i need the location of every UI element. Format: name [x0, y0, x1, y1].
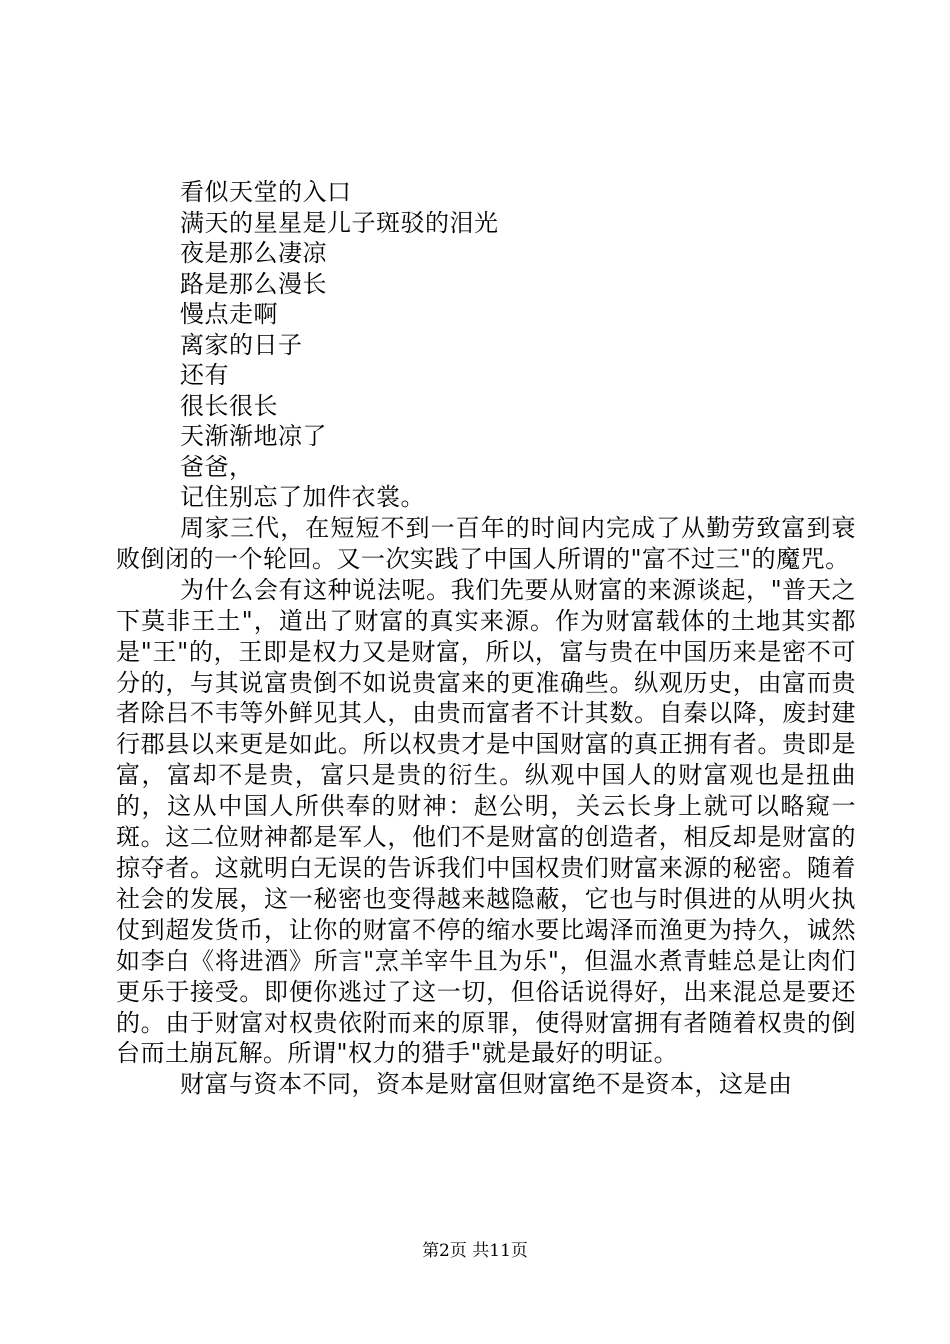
paragraph: 为什么会有这种说法呢。我们先要从财富的来源谈起，"普天之下莫非王土"，道出了财富的真实来源。作为财富载体的土地其实都是"王"的，王即是权力又是财富，所以，富与贵在中国历来是密不可分的，与其说富贵倒不如说贵富来的更准确些。纵观历史，由富而贵者除吕不韦等外鲜见其人，由贵而富者不计其数。自秦以降，废封建行郡县以来更是如此。所以权贵才是中国财富的真正拥有者。贵即是富，富却不是贵，富只是贵的衍生。纵观中国人的财富观也是扭曲的，这从中国人所供奉的财神：赵公明，关云长身上就可以略窥一斑。这二位财神都是军人，他们不是财富的创造者，相反却是财富的掠夺者。这就明白无误的告诉我们中国权贵们财富来源的秘密。随着社会的发展，这一秘密也变得越来越隐蔽，它也与时俱进的从明火执仗到超发货币，让你的财富不停的缩水要比竭泽而渔更为持久，诚然如李白《将进酒》所言"烹羊宰牛且为乐"，但温水煮青蛙总是让肉们更乐于接受。即便你逃过了这一切，但俗话说得好，出来混总是要还的。由于财富对权贵依附而来的原罪，使得财富拥有者随着权贵的倒台而土崩瓦解。所谓"权力的猎手"就是最好的明证。	[116, 575, 856, 1068]
poem-line: 记住别忘了加件衣裳。	[180, 483, 425, 511]
poem-line: 还有	[180, 361, 229, 389]
body-text	[116, 513, 856, 1100]
poem-line: 天渐渐地凉了	[180, 422, 327, 450]
poem-line: 满天的星星是儿子斑驳的泪光	[180, 208, 499, 237]
poem-block	[180, 177, 499, 513]
poem-line: 爸爸，	[180, 452, 254, 481]
poem-line: 看似天堂的入口	[180, 178, 352, 206]
poem-line: 很长很长	[180, 391, 278, 420]
paragraph: 财富与资本不同，资本是财富但财富绝不是资本，这是由	[180, 1070, 793, 1099]
poem-line: 夜是那么凄凉	[180, 239, 327, 267]
poem-line: 离家的日子	[180, 330, 303, 359]
poem-line: 路是那么漫长	[180, 269, 327, 298]
poem-line: 慢点走啊	[180, 300, 278, 328]
page-footer: 第2页 共11页	[422, 1241, 528, 1261]
paragraph: 周家三代，在短短不到一百年的时间内完成了从勤劳致富到衰败倒闭的一个轮回。又一次实践了中国人所谓的"富不过三"的魔咒。	[116, 514, 856, 573]
